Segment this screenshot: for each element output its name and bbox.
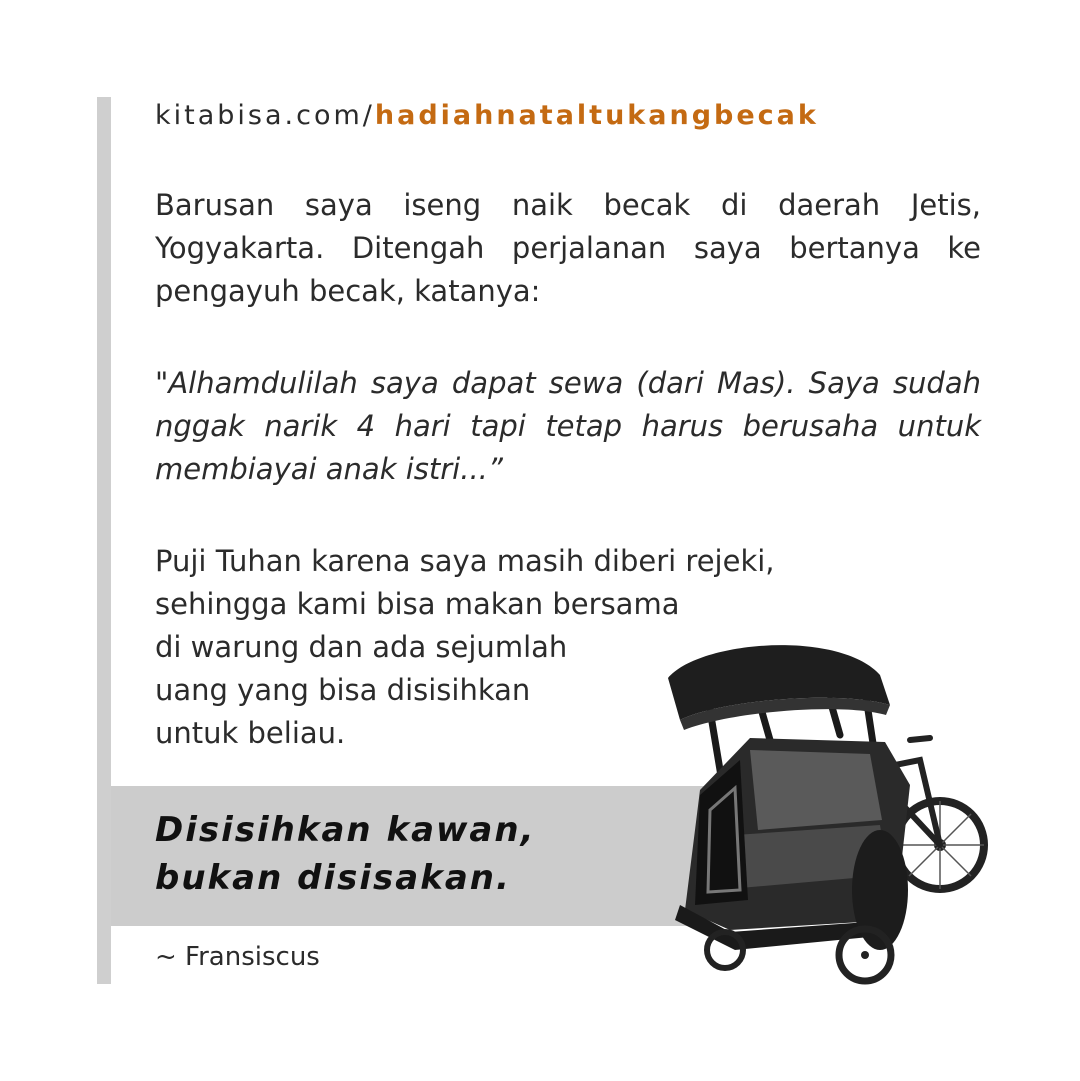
highlight-quote: [155, 806, 536, 902]
highlight-line: bukan disisakan.: [155, 858, 511, 898]
closing-line: uang yang bisa disisihkan: [155, 673, 531, 707]
closing-line: sehingga kami bisa makan bersama: [155, 587, 680, 621]
url-domain: kitabisa.com/: [155, 100, 375, 131]
campaign-url[interactable]: [155, 100, 819, 131]
highlight-line: Disisihkan kawan,: [155, 810, 536, 850]
becak-illustration: [640, 620, 1000, 1000]
author-signature: ~ Fransiscus: [155, 942, 320, 972]
quote-paragraph: "Alhamdulilah saya dapat sewa (dari Mas). Saya sudah nggak narik 4 hari tapi tetap harus berusaha untuk membiayai anak istri...”: [155, 366, 981, 486]
closing-line: untuk beliau.: [155, 716, 346, 750]
left-accent-bar: [97, 97, 111, 984]
closing-line: di warung dan ada sejumlah: [155, 630, 568, 664]
url-slug: hadiahnataltukangbecak: [374, 100, 819, 131]
closing-line: Puji Tuhan karena saya masih diberi rejeki,: [155, 544, 775, 578]
intro-paragraph: Barusan saya iseng naik becak di daerah Jetis, Yogyakarta. Ditengah perjalanan saya bertanya ke pengayuh becak, katanya:: [155, 188, 981, 308]
